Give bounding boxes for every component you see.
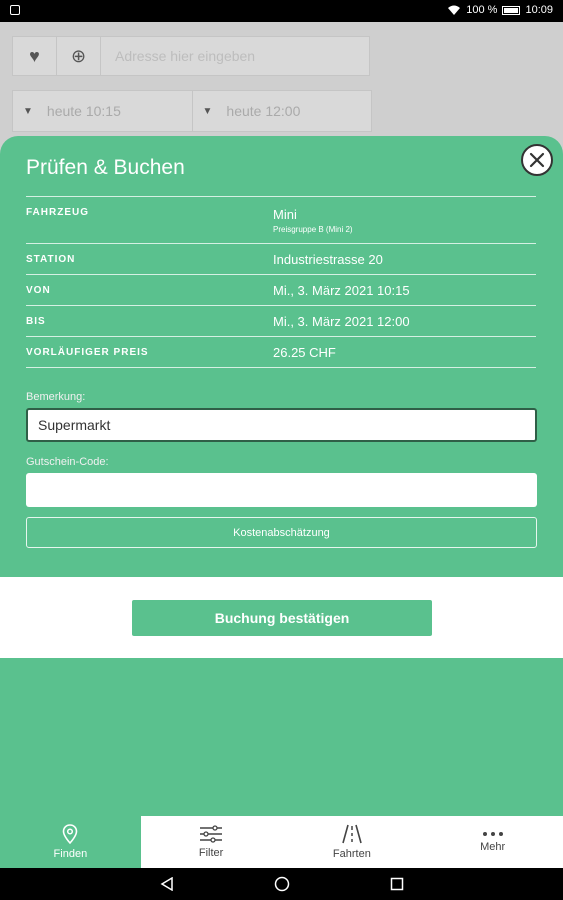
detail-value: Mi., 3. März 2021 12:00 — [273, 313, 410, 329]
heart-icon: ♥ — [13, 37, 57, 75]
nav-item-fahrten[interactable] — [282, 816, 423, 868]
battery-percent: 100 % — [466, 4, 498, 16]
detail-row-from — [26, 275, 536, 306]
home-icon[interactable] — [274, 876, 290, 892]
detail-value: Industriestrasse 20 — [273, 251, 383, 267]
detail-label: STATION — [26, 253, 76, 265]
detail-row-price — [26, 337, 536, 368]
nav-label: Mehr — [480, 841, 506, 853]
detail-value-group — [273, 207, 353, 234]
from-time-selector — [13, 91, 193, 131]
road-icon — [341, 824, 363, 844]
nav-label: Filter — [198, 847, 224, 859]
detail-subvalue: Preisgruppe B (Mini 2) — [273, 225, 353, 234]
modal-title: Prüfen & Buchen — [26, 156, 185, 179]
detail-row-vehicle — [26, 197, 536, 244]
sliders-icon — [199, 825, 223, 843]
detail-label: BIS — [26, 315, 46, 327]
booking-details — [26, 196, 536, 368]
nav-label: Finden — [53, 848, 88, 860]
close-button[interactable] — [521, 144, 553, 176]
detail-label: VORLÄUFIGER PREIS — [26, 346, 149, 358]
notification-icon — [10, 5, 20, 15]
triangle-down-icon: ▼ — [202, 105, 213, 117]
time-range-bar — [12, 90, 372, 132]
search-bar — [12, 36, 370, 76]
battery-icon — [502, 6, 520, 15]
detail-label: VON — [26, 284, 51, 296]
status-bar — [0, 0, 563, 22]
wifi-icon — [447, 5, 461, 16]
remark-input[interactable]: Supermarkt — [26, 408, 537, 442]
more-dots-icon — [482, 831, 504, 837]
to-time-selector — [193, 91, 372, 131]
status-right — [447, 4, 553, 16]
system-nav-bar — [0, 868, 563, 900]
nav-label: Fahrten — [332, 848, 371, 860]
detail-value: 26.25 CHF — [273, 344, 336, 360]
triangle-down-icon: ▼ — [23, 105, 33, 117]
voucher-input[interactable] — [26, 473, 537, 507]
detail-row-station — [26, 244, 536, 275]
back-icon[interactable] — [160, 877, 174, 891]
cost-estimate-button[interactable]: Kostenabschätzung — [26, 517, 537, 548]
confirm-area — [0, 577, 563, 658]
clock: 10:09 — [525, 4, 553, 16]
to-time-value: heute 12:00 — [226, 103, 301, 119]
recents-icon[interactable] — [390, 877, 404, 891]
booking-modal — [0, 136, 563, 816]
location-pin-icon — [62, 824, 78, 844]
bottom-nav — [0, 816, 563, 868]
detail-row-to — [26, 306, 536, 337]
from-time-value: heute 10:15 — [46, 103, 121, 119]
locate-icon: ⊕ — [57, 37, 101, 75]
detail-label: FAHRZEUG — [26, 207, 89, 218]
nav-item-filter[interactable] — [141, 816, 282, 868]
search-input: Adresse hier eingeben — [115, 48, 256, 64]
detail-value: Mini — [273, 207, 297, 222]
voucher-label: Gutschein-Code: — [26, 456, 109, 468]
nav-item-finden[interactable] — [0, 816, 141, 868]
background-app — [0, 22, 563, 152]
detail-value: Mi., 3. März 2021 10:15 — [273, 282, 410, 298]
nav-item-mehr[interactable] — [422, 816, 563, 868]
confirm-booking-button[interactable]: Buchung bestätigen — [132, 600, 432, 636]
remark-label: Bemerkung: — [26, 391, 86, 403]
close-icon — [529, 152, 545, 168]
